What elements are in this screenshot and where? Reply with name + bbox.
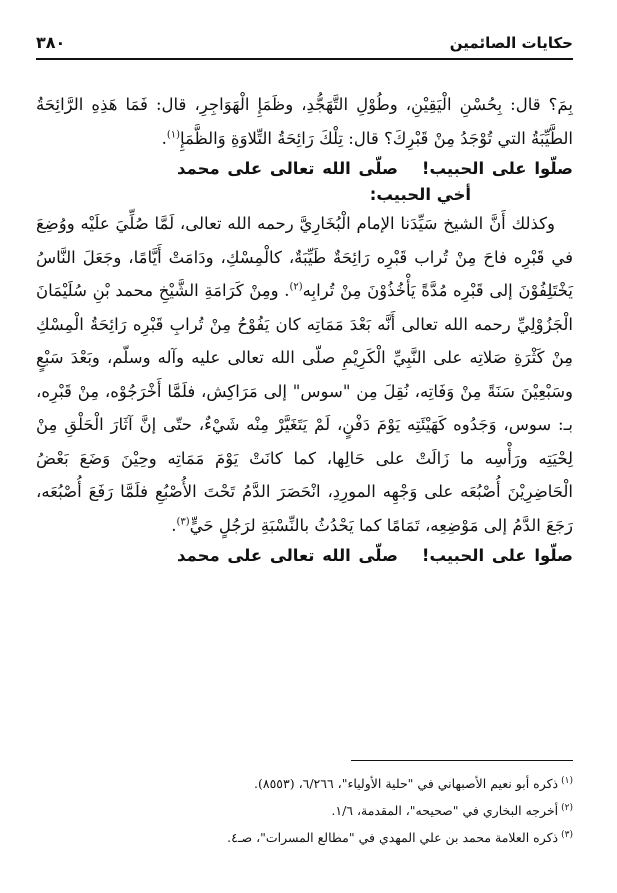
footnote-marker: (٢) xyxy=(561,802,573,813)
salawat-response: صلّى الله تعالى على محمد xyxy=(176,159,398,178)
footnote-marker: (٣) xyxy=(561,829,573,840)
salawat-line-2 xyxy=(36,542,573,570)
footnotes xyxy=(36,770,573,851)
paragraph-3-text: . ومِنْ كَرَامَةِ الشَّيْخِ محمد بْنِ سُلَيْمَانَ الْجَزُوْلِيِّ رحمه الله تعالى أَنَّه بَعْدَ مَمَاتِه كان يَفُوْحُ مِنْ تُرابِ قَبْرِه رَائِحَةُ الْمِسْكِ مِنْ كَثْرَةِ صَلاتِه على النَّبِيِّ الْكَرِيْمِ صلّى الله تعالى عليه وآله وسلّم، وبَعْدَ سَبْعٍ وسَبْعِيْنَ سَنَةً مِنْ وَفَاتِه، نُقِلَ مِن "سوس" إلى مَرَاكِش، فلَمَّا أَخْرَجُوْه، مِنْ قَبْرِه، بـ: سوس، وَجَدُوه كَهَيْئَتِه يَوْمَ دَفْنٍ، لَمْ يَتَغَيَّرْ مِنْه شَيْءٌ، حتّى إنَّ آثَارَ الْحَلْقِ مِنْ لِحْيَتِه ورَأْسِه ما زَالَتْ على حَالِها، كما كانَتْ يَوْمَ مَمَاتِه وحِيْنَ وَضَعَ بَعْضُ الْحَاضِرِيْنَ أُصْبُعَه على وَجْهِه المورِدِ، انْحَصَرَ الدَّمُ تَحْتَ الأُصْبُعِ فلَمَّا رَفَعَ أُصْبُعَه، رَجَعَ الدَّمُ إلى مَوْضِعِه، تَمَامًا كما يَحْدُثُ بالنِّسْبَةِ لرَجُلٍ حَيٍّ xyxy=(36,281,573,535)
salawat-call: صلّوا على الحبيب! xyxy=(421,546,573,565)
footnote-ref-3: (٣) xyxy=(176,516,190,527)
running-title: حكايات الصائمين xyxy=(449,34,573,52)
paragraph-1-text: بِمَ؟ قال: بِحُسْنِ الْيَقِيْنِ، وطُوْلِ التَّهَجُّدِ، وظَمَإِ الْهَوَاجِرِ، قال: فَمَا هَذِهِ الرَّائِحَةُ الطَّيِّبَةُ التي تُوْجَدُ مِنْ قَبْرِكَ؟ قال: تِلْكَ رَائِحَةُ التِّلاوَةِ وَالظَّمَإِ xyxy=(36,95,573,148)
footnote-ref-2: (٢) xyxy=(289,281,303,293)
salawat-response: صلّى الله تعالى على محمد xyxy=(176,546,398,565)
footnote-ref-1: (١) xyxy=(166,129,180,140)
salawat-line-1 xyxy=(36,155,573,183)
subheading: أخي الحبيب: xyxy=(369,185,471,204)
paragraph-2-text: وكذلك أَنَّ الشيخ سَيِّدَنا الإمام الْبُخَارِيَّ رحمه الله تعالى، لَمَّا صُلِّيَ علَيْه ووُضِعَ في قَبْرِه فاحَ مِنْ تُراب قَبْرِه رَائِحَةٌ طَيِّبَةٌ، كالْمِسْكِ، ودَامَتْ أَيَّامًا، وجَعَلَ النَّاسُ يَخْتَلِفُوْنَ إلى قَبْرِه مُدَّةً يَأْخُذُوْنَ مِنْ تُرابِه xyxy=(36,214,574,300)
main-text xyxy=(36,88,573,570)
paragraph-1: بِمَ؟ قال: بِحُسْنِ الْيَقِيْنِ، وطُوْلِ التَّهَجُّدِ، وظَمَإِ الْهَوَاجِرِ، قال: فَمَا هَذِهِ الرَّائِحَةُ الطَّيِّبَةُ التي تُوْجَدُ مِنْ قَبْرِكَ؟ قال: تِلْكَ رَائِحَةُ التِّلاوَةِ وَالظَّمَإِ$^{(١)}$. xyxy=(36,95,573,148)
footnote-separator xyxy=(351,760,573,761)
footnote-marker: (١) xyxy=(561,775,573,786)
footnote-3 xyxy=(36,824,573,851)
footnote-text: أخرجه البخاري في "صحيحه"، المقدمة، ١/٦. xyxy=(331,803,559,818)
footnote-text: ذكره أبو نعيم الأصبهاني في "حلية الأولياء"، ٦/٢٦٦، (٨٥٥٣). xyxy=(254,776,559,791)
footnote-1 xyxy=(36,770,573,797)
page-header xyxy=(36,26,573,52)
footnote-2 xyxy=(36,797,573,824)
header-rule xyxy=(36,58,573,60)
page-number: ٣٨٠ xyxy=(36,33,66,52)
footnote-text: ذكره العلامة محمد بن علي المهدي في "مطالع المسرات"، صـ٤. xyxy=(227,830,559,845)
salawat-call: صلّوا على الحبيب! xyxy=(421,159,573,178)
paragraph-2: وكذلك أَنَّ الشيخ سَيِّدَنا الإمام الْبُخَارِيَّ رحمه الله تعالى، لَمَّا صُلِّيَ علَيْه ووُضِعَ في قَبْرِه فاحَ مِنْ تُراب قَبْرِه رَائِحَةٌ طَيِّبَةٌ، كالْمِسْكِ، ودَامَتْ أَيَّامًا، وجَعَلَ النَّاسُ يَخْتَلِفُوْنَ إلى قَبْرِه مُدَّةً يَأْخُذُوْنَ مِنْ تُرابِه$^{(٢)}$. ومِنْ كَرَامَةِ الشَّيْخِ محمد بْنِ سُلَيْمَانَ الْجَزُوْلِيِّ رحمه الله تعالى أَنَّه بَعْدَ مَمَاتِه كان يَفُوْحُ مِنْ تُرابِ قَبْرِه رَائِحَةُ الْمِسْكِ مِنْ كَثْرَةِ صَلاتِه على النَّبِيِّ الْكَرِيْمِ صلّى الله تعالى عليه وآله وسلّم، وبَعْدَ سَبْعٍ وسَبْعِيْنَ سَنَةً مِنْ وَفَاتِه، نُقِلَ مِن "سوس" إلى مَرَاكِش، فلَمَّا أَخْرَجُوْه، مِنْ قَبْرِه، بـ: سوس، وَجَدُوه كَهَيْئَتِه يَوْمَ دَفْنٍ، لَمْ يَتَغَيَّرْ مِنْه شَيْءٌ، حتّى إنَّ آثَارَ الْحَلْقِ مِنْ لِحْيَتِه ورَأْسِه ما زَالَتْ على حَالِها، كما كانَتْ يَوْمَ مَمَاتِه وحِيْنَ وَضَعَ بَعْضُ الْحَاضِرِيْنَ أُصْبُعَه على وَجْهِه المورِدِ، انْحَصَرَ الدَّمُ تَحْتَ الأُصْبُعِ فلَمَّا رَفَعَ أُصْبُعَه، رَجَعَ الدَّمُ إلى مَوْضِعِه، تَمَامًا كما يَحْدُثُ بالنِّسْبَةِ لرَجُلٍ حَيٍّ$^{(٣)}$. xyxy=(36,214,574,535)
